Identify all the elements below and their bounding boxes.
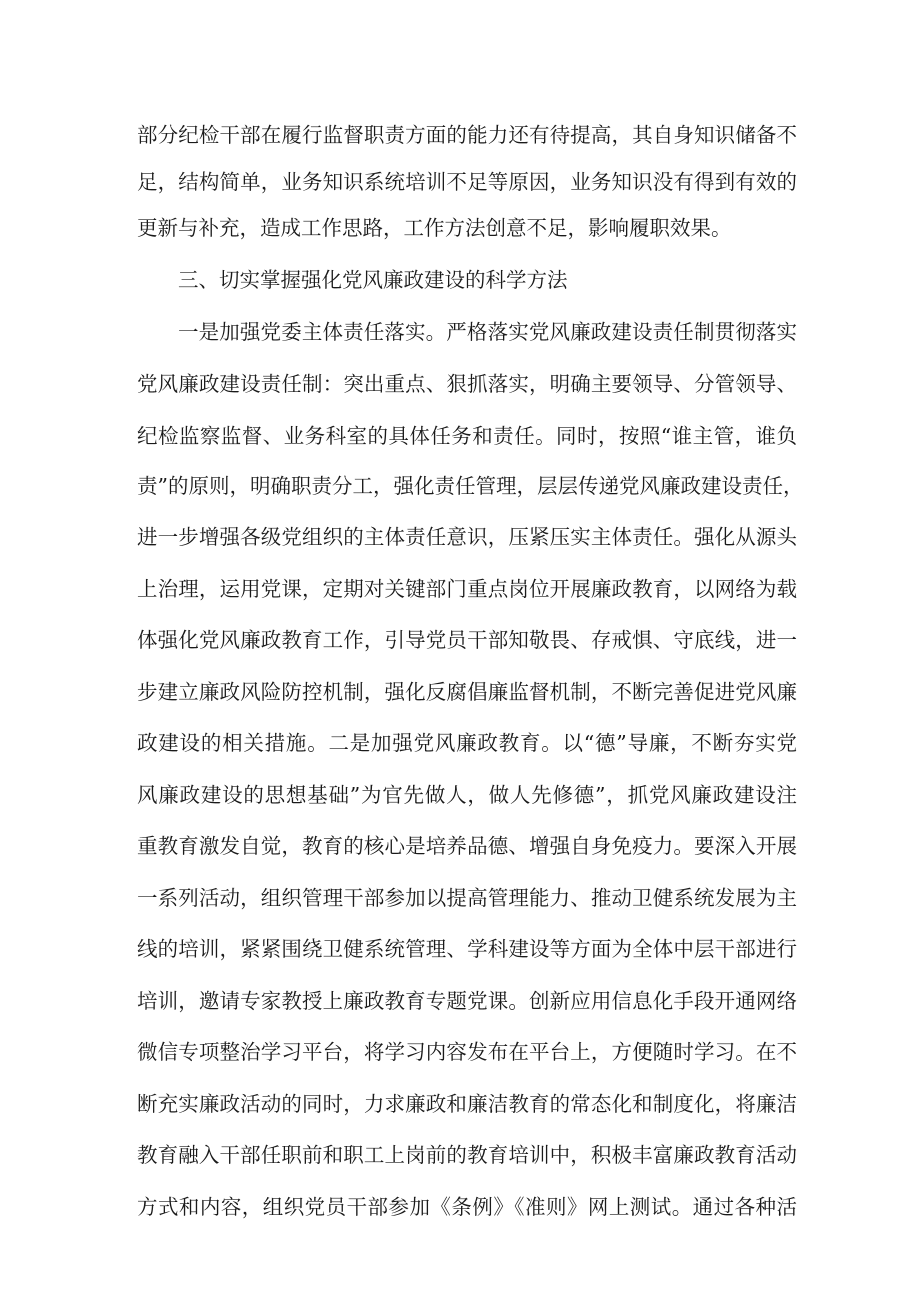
paragraph-line: 足，结构简单，业务知识系统培训不足等原因，业务知识没有得到有效的: [137, 170, 797, 194]
paragraph-line: 责”的原则，明确职责分工，强化责任管理，层层传递党风廉政建设责任，: [137, 474, 804, 498]
paragraph-line: 微信专项整治学习平台，将学习内容发布在平台上，方便随时学习。在不: [137, 1040, 797, 1064]
paragraph-line: 线的培训，紧紧围绕卫健系统管理、学科建设等方面为全体中层干部进行: [137, 937, 797, 961]
paragraph-line: 断充实廉政活动的同时，力求廉政和廉洁教育的常态化和制度化，将廉洁: [137, 1092, 797, 1116]
paragraph-line: 上治理，运用党课，定期对关键部门重点岗位开展廉政教育，以网络为载: [137, 577, 797, 601]
paragraph-line: 一系列活动，组织管理干部参加以提高管理能力、推动卫健系统发展为主: [137, 886, 797, 910]
paragraph-line: 方式和内容，组织党员干部参加《条例》《准则》网上测试。通过各种活: [137, 1195, 797, 1219]
paragraph-line: 部分纪检干部在履行监督职责方面的能力还有待提高，其自身知识储备不: [137, 123, 797, 147]
paragraph-line: 教育融入干部任职前和职工上岗前的教育培训中，积极丰富廉政教育活动: [137, 1143, 797, 1167]
paragraph-line: 纪检监察监督、业务科室的具体任务和责任。同时，按照“谁主管，谁负: [137, 424, 797, 448]
paragraph-line: 步建立廉政风险防控机制，强化反腐倡廉监督机制，不断完善促进党风廉: [137, 680, 797, 704]
paragraph-line: 一是加强党委主体责任落实。严格落实党风廉政建设责任制贯彻落实: [178, 320, 797, 344]
paragraph-line: 更新与补充，造成工作思路，工作方法创意不足，影响履职效果。: [137, 216, 732, 240]
paragraph-line: 重教育激发自觉，教育的核心是培养品德、增强自身免疫力。要深入开展: [137, 834, 797, 858]
paragraph-line: 培训，邀请专家教授上廉政教育专题党课。创新应用信息化手段开通网络: [137, 989, 797, 1013]
paragraph-line: 风廉政建设的思想基础”为官先做人，做人先修德”，抓党风廉政建设注: [137, 783, 797, 807]
paragraph-line: 政建设的相关措施。二是加强党风廉政教育。以“德”导廉，不断夯实党: [137, 731, 797, 755]
paragraph-line: 体强化党风廉政教育工作，引导党员干部知敬畏、存戒惧、守底线，进一: [137, 628, 797, 652]
paragraph-line: 党风廉政建设责任制：突出重点、狠抓落实，明确主要领导、分管领导、: [137, 372, 797, 396]
paragraph-line: 进一步增强各级党组织的主体责任意识，压紧压实主体责任。强化从源头: [137, 525, 797, 549]
section-heading: 三、切实掌握强化党风廉政建设的科学方法: [178, 268, 568, 292]
